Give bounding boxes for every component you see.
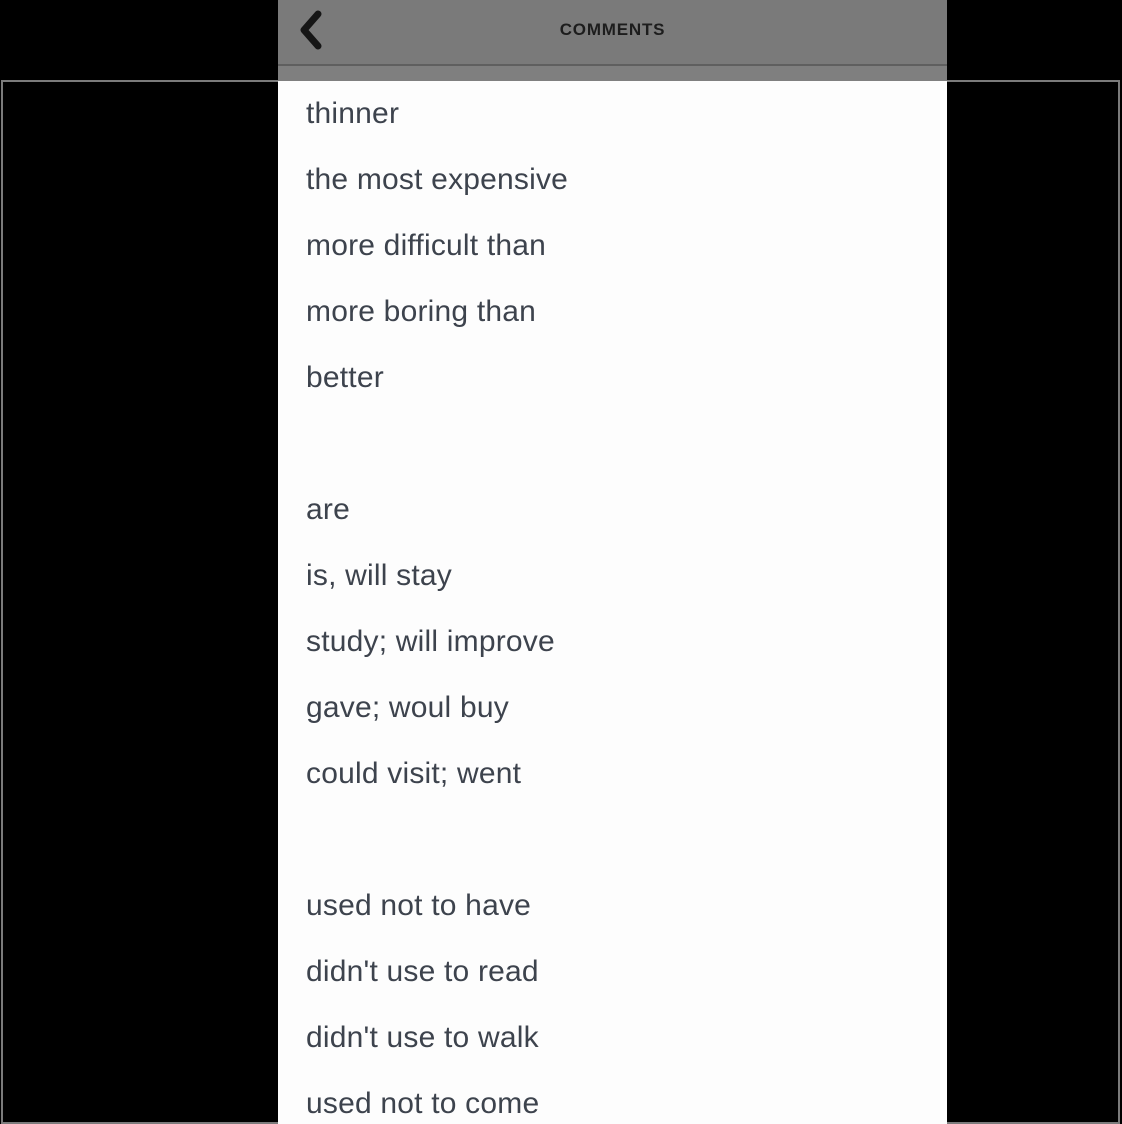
page-title: COMMENTS	[559, 20, 666, 39]
comment-item: the most expensive	[306, 163, 569, 196]
comments-scroll-area[interactable]	[278, 81, 947, 1124]
group-spacer	[278, 411, 947, 477]
comment-group	[278, 873, 947, 1124]
comment-item: didn't use to walk	[306, 1021, 539, 1054]
comment-item: is, will stay	[306, 559, 452, 592]
comment-item: more difficult than	[306, 229, 547, 262]
comment-item: study; will improve	[306, 625, 555, 658]
comment-item: better	[306, 361, 384, 394]
comments-list	[278, 81, 947, 1124]
comments-header	[278, 0, 947, 81]
comment-group	[278, 81, 947, 411]
comment-item: didn't use to read	[306, 955, 539, 988]
comment-item: gave; woul buy	[306, 691, 509, 724]
comment-item: thinner	[306, 97, 400, 130]
comment-item: more boring than	[306, 295, 537, 328]
comment-group	[278, 477, 947, 807]
header-lower-strip	[278, 66, 947, 81]
comment-item: used not to have	[306, 889, 532, 922]
group-spacer	[278, 807, 947, 873]
comment-item: used not to come	[306, 1087, 540, 1120]
comment-item: are	[306, 493, 350, 526]
comment-item: could visit; went	[306, 757, 522, 790]
